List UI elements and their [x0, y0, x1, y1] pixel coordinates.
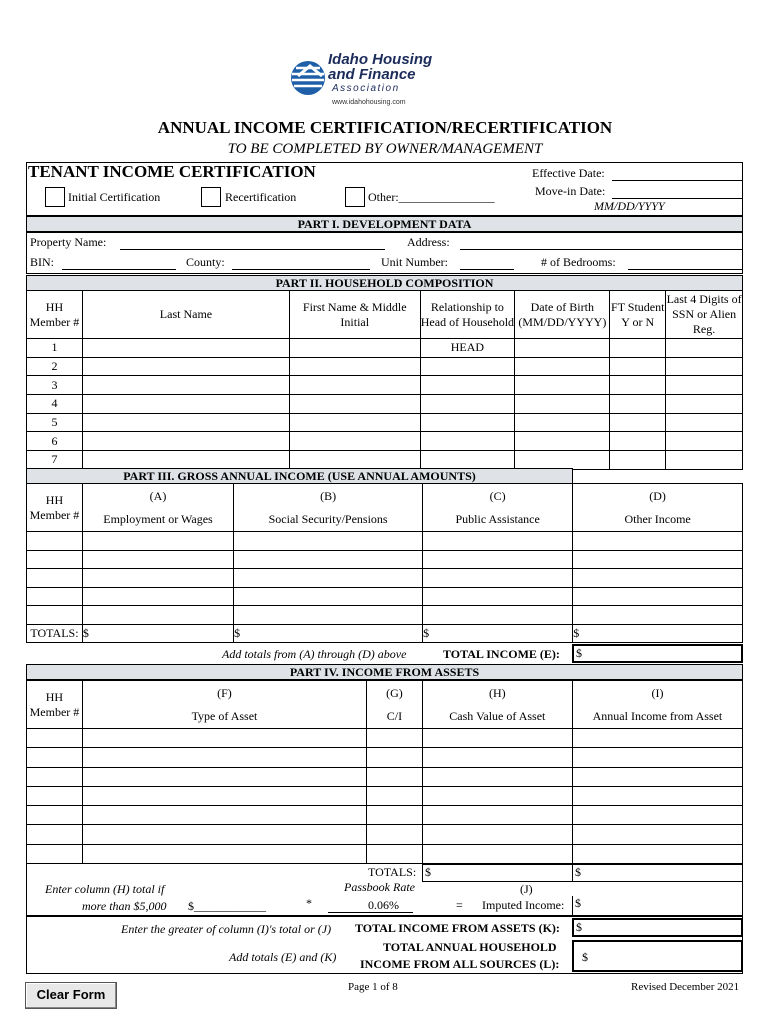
- input-cell[interactable]: [420, 451, 515, 470]
- input-cell[interactable]: [27, 844, 83, 863]
- col-f-label: Type of Asset: [191, 708, 258, 723]
- input-cell[interactable]: [82, 413, 289, 432]
- col-c: [423, 484, 573, 532]
- table-row: [27, 550, 743, 569]
- total-hh-label1: TOTAL ANNUAL HOUSEHOLD: [383, 940, 557, 954]
- total-hh-label2: INCOME FROM ALL SOURCES (L):: [360, 957, 560, 971]
- total-hh-income-field[interactable]: [572, 940, 743, 972]
- col-f-letter: (F): [217, 685, 232, 700]
- input-cell[interactable]: [290, 376, 421, 395]
- tenant-heading: TENANT INCOME CERTIFICATION: [28, 162, 316, 181]
- input-cell[interactable]: [515, 413, 610, 432]
- input-cell[interactable]: [573, 606, 743, 625]
- j-letter: (J): [520, 882, 533, 896]
- col-i-label: Annual Income from Asset: [592, 708, 723, 723]
- col-h: [422, 681, 572, 729]
- hh-member-number: 4: [27, 395, 83, 414]
- assets-table: [26, 680, 743, 864]
- revised-date: Revised December 2021: [631, 981, 740, 993]
- input-cell[interactable]: [610, 357, 666, 376]
- dollar-sign: $: [234, 625, 241, 640]
- input-cell[interactable]: [82, 376, 289, 395]
- table-row: [27, 339, 743, 358]
- input-cell[interactable]: [82, 339, 289, 358]
- input-cell[interactable]: [420, 376, 515, 395]
- form-subtitle: TO BE COMPLETED BY OWNER/MANAGEMENT: [227, 141, 543, 157]
- input-cell[interactable]: [82, 729, 366, 748]
- dollar-sign: $: [576, 920, 582, 934]
- table-row: [27, 825, 743, 844]
- property-name-label: Property Name:: [30, 235, 107, 249]
- input-cell[interactable]: [610, 339, 666, 358]
- total-h-field[interactable]: [422, 864, 573, 882]
- col-dob: Date of Birth (MM/DD/YYYY): [515, 291, 610, 339]
- table-row: [27, 844, 743, 863]
- table-row: [27, 376, 743, 395]
- dollar-sign: $: [423, 625, 430, 640]
- total-income-e-field[interactable]: [572, 644, 743, 663]
- input-cell[interactable]: [572, 806, 742, 825]
- input-cell[interactable]: [27, 806, 83, 825]
- times-sign: *: [306, 896, 312, 910]
- input-cell[interactable]: [666, 395, 743, 414]
- col-d: [573, 484, 743, 532]
- table-row: [27, 395, 743, 414]
- dollar-sign: $: [425, 865, 431, 879]
- total-a-field[interactable]: [82, 624, 233, 642]
- input-cell[interactable]: [290, 357, 421, 376]
- input-cell[interactable]: [367, 729, 423, 748]
- household-table: [26, 290, 743, 470]
- input-cell[interactable]: [515, 339, 610, 358]
- input-cell[interactable]: [573, 587, 743, 606]
- input-cell[interactable]: [367, 748, 423, 767]
- table-row: [27, 432, 743, 451]
- input-cell[interactable]: [515, 395, 610, 414]
- recert-checkbox[interactable]: [201, 187, 221, 207]
- passbook-label: Passbook Rate: [344, 880, 415, 894]
- dollar-sign: $: [575, 865, 581, 879]
- input-cell[interactable]: [290, 339, 421, 358]
- initial-cert-label: Initial Certification: [68, 190, 161, 204]
- input-cell[interactable]: [290, 395, 421, 414]
- input-cell[interactable]: [666, 432, 743, 451]
- col-a: [82, 484, 233, 532]
- input-cell[interactable]: [82, 748, 366, 767]
- col-ft-student: FT Student Y or N: [610, 291, 666, 339]
- initial-cert-checkbox[interactable]: [45, 187, 65, 207]
- hh-member-number: 7: [27, 451, 83, 470]
- col-g-letter: (G): [386, 685, 403, 700]
- col-h-label: Cash Value of Asset: [449, 708, 546, 723]
- table-row: [27, 748, 743, 767]
- input-cell[interactable]: [666, 413, 743, 432]
- input-cell[interactable]: [572, 786, 742, 805]
- input-cell[interactable]: [515, 376, 610, 395]
- table-row: [27, 806, 743, 825]
- col-i: [572, 681, 742, 729]
- col-a-letter: (A): [149, 488, 167, 503]
- input-cell[interactable]: [27, 550, 83, 569]
- col-i-letter: (I): [651, 685, 664, 700]
- input-cell[interactable]: [27, 786, 83, 805]
- table-row: [27, 532, 743, 551]
- logo-line1: Idaho Housing: [328, 51, 433, 68]
- movein-date-label: Move-in Date:: [535, 184, 606, 198]
- address-label: Address:: [407, 235, 450, 249]
- input-cell[interactable]: [290, 413, 421, 432]
- table-row: [27, 569, 743, 588]
- input-cell[interactable]: [234, 532, 423, 551]
- input-cell[interactable]: [423, 569, 573, 588]
- enter-h-note1: Enter column (H) total if: [45, 882, 165, 896]
- input-cell[interactable]: [290, 451, 421, 470]
- add-totals-note: Add totals from (A) through (D) above: [222, 647, 407, 661]
- col-relationship: Relationship to Head of Household: [420, 291, 515, 339]
- input-cell[interactable]: [572, 825, 742, 844]
- hh-member-number: 1: [27, 339, 83, 358]
- other-label: Other:________________: [368, 190, 495, 204]
- col-d-letter: (D): [649, 488, 666, 503]
- county-field[interactable]: [232, 269, 370, 270]
- col-b-label: Social Security/Pensions: [268, 511, 388, 526]
- effective-date-label: Effective Date:: [532, 166, 605, 180]
- input-cell[interactable]: [27, 825, 83, 844]
- input-cell[interactable]: [82, 606, 233, 625]
- input-cell[interactable]: [82, 786, 366, 805]
- part1-heading: PART I. DEVELOPMENT DATA: [26, 216, 743, 232]
- table-row: [27, 451, 743, 470]
- col-hh-member: HH Member #: [27, 484, 83, 532]
- input-cell[interactable]: [27, 569, 83, 588]
- input-cell[interactable]: [27, 729, 83, 748]
- bedrooms-field[interactable]: [628, 269, 742, 270]
- part4-heading: PART IV. INCOME FROM ASSETS: [26, 664, 743, 680]
- input-cell[interactable]: [610, 395, 666, 414]
- totals-label: TOTALS:: [27, 624, 83, 642]
- imputed-label: Imputed Income:: [482, 898, 565, 912]
- table-row: [27, 413, 743, 432]
- input-cell[interactable]: [27, 767, 83, 786]
- input-cell[interactable]: [234, 550, 423, 569]
- input-cell[interactable]: [82, 357, 289, 376]
- property-name-field[interactable]: [120, 249, 385, 250]
- input-cell[interactable]: [27, 532, 83, 551]
- equals-sign: =: [456, 898, 463, 912]
- imputed-field[interactable]: [572, 896, 592, 916]
- input-cell[interactable]: [422, 767, 572, 786]
- input-cell[interactable]: [367, 825, 423, 844]
- hh-member-number: 6: [27, 432, 83, 451]
- input-cell[interactable]: [234, 569, 423, 588]
- total-assets-label: TOTAL INCOME FROM ASSETS (K):: [355, 921, 560, 935]
- unit-number-field[interactable]: [460, 269, 514, 270]
- input-cell[interactable]: [423, 532, 573, 551]
- ihfa-logo: [288, 52, 458, 112]
- input-cell[interactable]: [27, 587, 83, 606]
- input-cell[interactable]: [420, 413, 515, 432]
- input-cell[interactable]: [423, 550, 573, 569]
- input-cell[interactable]: [610, 376, 666, 395]
- input-cell[interactable]: [82, 825, 366, 844]
- input-cell[interactable]: [610, 451, 666, 470]
- total-income-e-label: TOTAL INCOME (E):: [443, 647, 560, 661]
- col-hh-member: HH Member #: [27, 291, 83, 339]
- input-cell[interactable]: [82, 395, 289, 414]
- col-first-name: First Name & Middle Initial: [290, 291, 421, 339]
- total-b-field[interactable]: [234, 624, 423, 642]
- col-ssn: Last 4 Digits of SSN or Alien Reg.: [666, 291, 743, 339]
- table-row: [27, 606, 743, 625]
- relationship-head: HEAD: [420, 339, 515, 358]
- col-a-label: Employment or Wages: [103, 511, 213, 526]
- input-cell[interactable]: [572, 767, 742, 786]
- col-g-label: C/I: [386, 708, 403, 723]
- input-cell[interactable]: [572, 729, 742, 748]
- input-cell[interactable]: [573, 532, 743, 551]
- dollar-sign: $: [582, 950, 588, 964]
- col-c-label: Public Assistance: [455, 511, 540, 526]
- bin-field[interactable]: [62, 269, 176, 270]
- input-cell[interactable]: [27, 748, 83, 767]
- input-cell[interactable]: [422, 786, 572, 805]
- part2-heading: PART II. HOUSEHOLD COMPOSITION: [26, 275, 743, 291]
- input-cell[interactable]: [573, 569, 743, 588]
- hh-member-number: 5: [27, 413, 83, 432]
- input-cell[interactable]: [515, 451, 610, 470]
- input-cell[interactable]: [610, 432, 666, 451]
- input-cell[interactable]: [666, 451, 743, 470]
- bin-label: BIN:: [30, 255, 54, 269]
- input-cell[interactable]: [367, 844, 423, 863]
- input-cell[interactable]: [515, 357, 610, 376]
- globe-icon: [288, 56, 332, 100]
- input-cell[interactable]: [367, 767, 423, 786]
- table-row: [27, 786, 743, 805]
- col-last-name: Last Name: [82, 291, 289, 339]
- other-checkbox[interactable]: [345, 187, 365, 207]
- input-cell[interactable]: [82, 767, 366, 786]
- input-cell[interactable]: [423, 587, 573, 606]
- input-cell[interactable]: [82, 532, 233, 551]
- passbook-rate-underline: [328, 912, 413, 913]
- greater-note: Enter the greater of column (I)'s total or (J): [121, 922, 332, 936]
- input-cell[interactable]: [422, 844, 572, 863]
- logo-line3: Association: [332, 83, 400, 94]
- input-cell[interactable]: [422, 729, 572, 748]
- dollar-sign: $: [82, 625, 89, 640]
- input-cell[interactable]: [420, 357, 515, 376]
- col-g: [367, 681, 423, 729]
- col-b-letter: (B): [320, 488, 337, 503]
- table-row: [27, 587, 743, 606]
- effective-date-field[interactable]: [612, 180, 742, 181]
- input-cell[interactable]: [422, 806, 572, 825]
- passbook-rate: 0.06%: [368, 898, 399, 912]
- input-cell[interactable]: [515, 432, 610, 451]
- col-hh-member: HH Member #: [27, 681, 83, 729]
- input-cell[interactable]: [420, 395, 515, 414]
- input-cell[interactable]: [610, 413, 666, 432]
- input-cell[interactable]: [573, 550, 743, 569]
- total-i-field[interactable]: [572, 864, 743, 882]
- logo-url: www.idahohousing.com: [332, 99, 406, 106]
- input-cell[interactable]: [572, 748, 742, 767]
- dollar-sign: $: [576, 646, 582, 660]
- input-cell[interactable]: [666, 339, 743, 358]
- county-label: County:: [186, 255, 225, 269]
- input-cell[interactable]: [572, 844, 742, 863]
- total-assets-field[interactable]: [572, 918, 743, 937]
- col-d-label: Other Income: [624, 511, 691, 526]
- input-cell[interactable]: [82, 451, 289, 470]
- input-cell[interactable]: [234, 606, 423, 625]
- col-f: [82, 681, 366, 729]
- form-title: ANNUAL INCOME CERTIFICATION/RECERTIFICATION: [157, 118, 613, 137]
- add-ek-note: Add totals (E) and (K): [229, 950, 337, 964]
- col-c-letter: (C): [489, 488, 506, 503]
- enter-h-note2: more than $5,000: [82, 899, 167, 913]
- logo-line2: and Finance: [328, 66, 416, 83]
- input-cell[interactable]: [82, 587, 233, 606]
- input-cell[interactable]: [290, 432, 421, 451]
- input-cell[interactable]: [367, 806, 423, 825]
- total-c-field[interactable]: [423, 624, 573, 642]
- col-b: [234, 484, 423, 532]
- part3-heading: PART III. GROSS ANNUAL INCOME (USE ANNUAL AMOUNTS): [26, 468, 573, 484]
- clear-form-button[interactable]: Clear Form: [25, 982, 117, 1009]
- input-cell[interactable]: [82, 569, 233, 588]
- input-cell[interactable]: [82, 550, 233, 569]
- input-cell[interactable]: [367, 786, 423, 805]
- input-cell[interactable]: [82, 432, 289, 451]
- hh-member-number: 3: [27, 376, 83, 395]
- input-cell[interactable]: [420, 432, 515, 451]
- table-row: [27, 729, 743, 748]
- passbook-amount-field[interactable]: $____________: [188, 899, 266, 913]
- income-table: [26, 483, 743, 643]
- hh-member-number: 2: [27, 357, 83, 376]
- asset-totals-label: TOTALS:: [368, 865, 417, 879]
- input-cell[interactable]: [82, 844, 366, 863]
- date-format-hint: MM/DD/YYYY: [594, 199, 665, 213]
- total-d-field[interactable]: [573, 624, 743, 642]
- dollar-sign: $: [573, 625, 580, 640]
- input-cell[interactable]: [666, 357, 743, 376]
- bedrooms-label: # of Bedrooms:: [541, 255, 616, 269]
- col-h-letter: (H): [489, 685, 506, 700]
- input-cell[interactable]: [234, 587, 423, 606]
- input-cell[interactable]: [422, 748, 572, 767]
- input-cell[interactable]: [82, 806, 366, 825]
- table-row: [27, 357, 743, 376]
- input-cell[interactable]: [422, 825, 572, 844]
- recert-label: Recertification: [225, 190, 297, 204]
- input-cell[interactable]: [27, 606, 83, 625]
- input-cell[interactable]: [666, 376, 743, 395]
- dollar-sign: $: [575, 896, 581, 910]
- unit-number-label: Unit Number:: [381, 255, 448, 269]
- input-cell[interactable]: [423, 606, 573, 625]
- table-row: [27, 767, 743, 786]
- address-field[interactable]: [460, 249, 742, 250]
- page-number: Page 1 of 8: [348, 981, 398, 993]
